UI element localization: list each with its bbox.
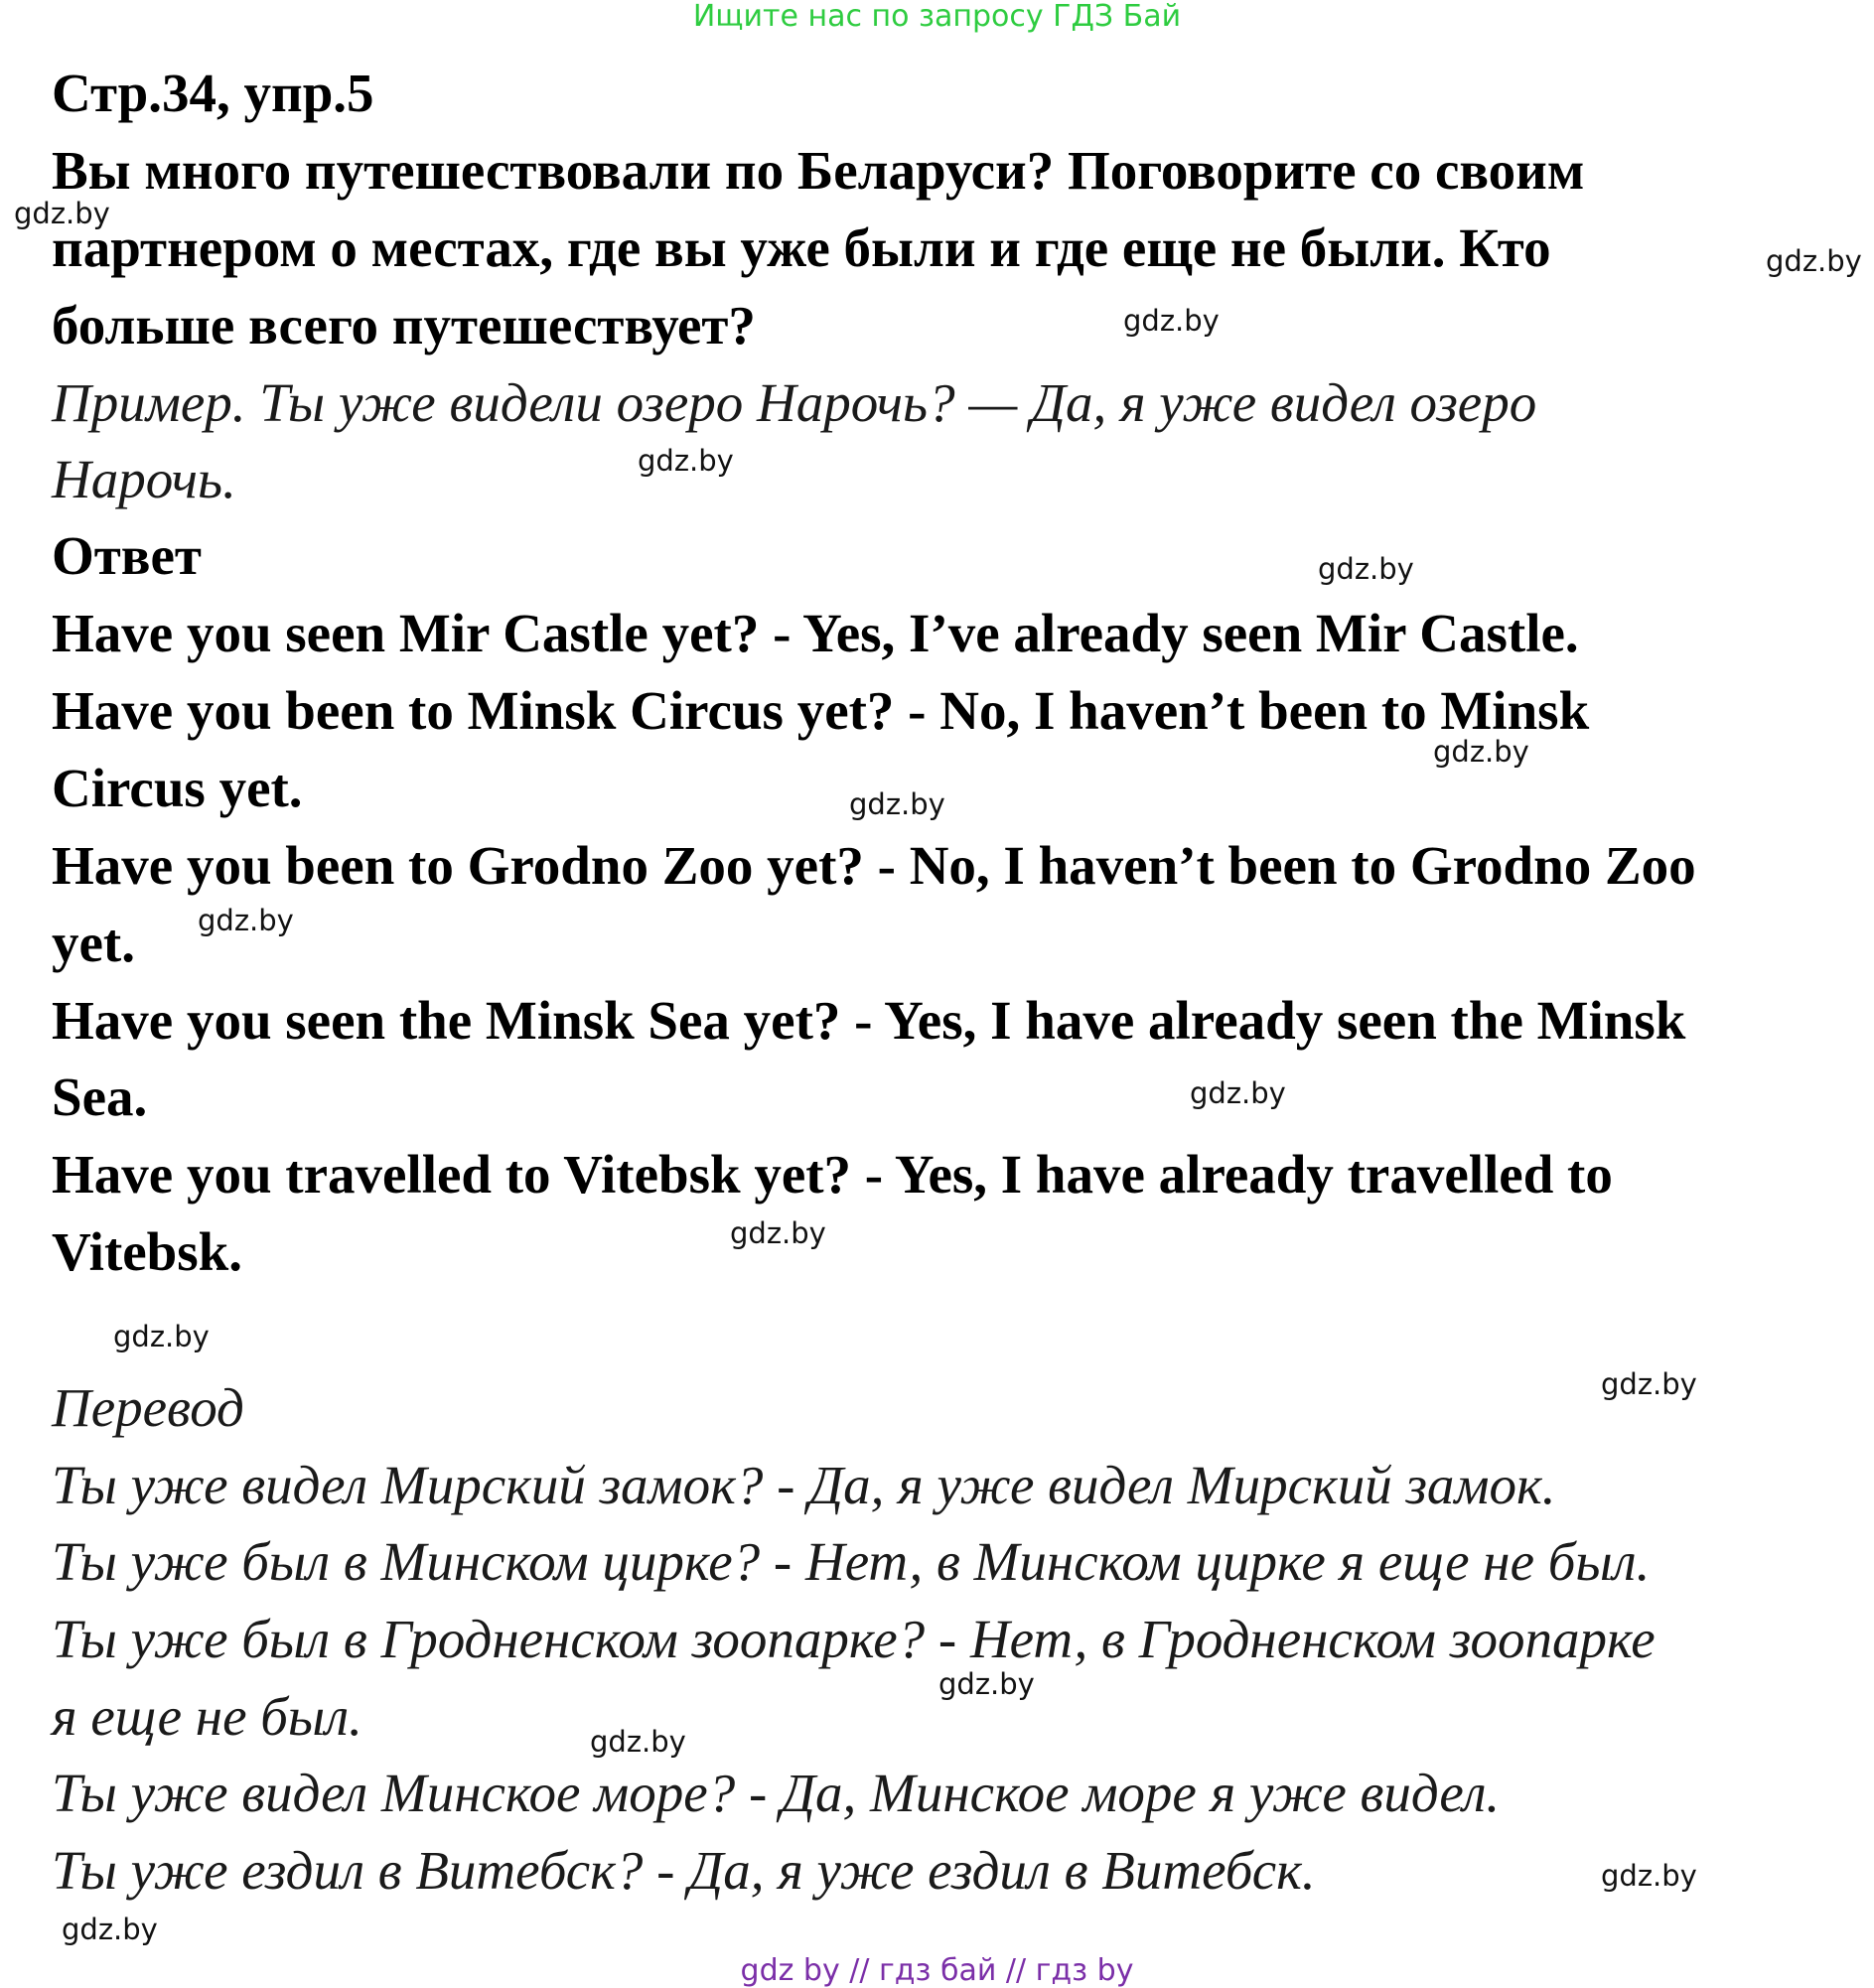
answer-line-8: Have you travelled to Vitebsk yet? - Yes, I have already travelled to — [52, 1144, 1613, 1205]
bottom-banner: gdz by // гдз бай // гдз by — [740, 1953, 1134, 1988]
translation-line-1: Ты уже видел Мирский замок? - Да, я уже видел Мирский замок. — [52, 1455, 1556, 1515]
translation-line-3: Ты уже был в Гродненском зоопарке? - Нет, в Гродненском зоопарке — [52, 1609, 1656, 1669]
watermark: gdz.by — [638, 444, 734, 478]
watermark: gdz.by — [849, 787, 945, 821]
watermark: gdz.by — [730, 1216, 826, 1250]
watermark: gdz.by — [1190, 1076, 1286, 1110]
watermark: gdz.by — [1318, 552, 1414, 586]
watermark: gdz.by — [1123, 304, 1220, 338]
translation-heading: Перевод — [52, 1377, 244, 1438]
watermark: gdz.by — [1601, 1859, 1697, 1893]
translation-line-6: Ты уже ездил в Витебск? - Да, я уже ездил в Витебск. — [52, 1840, 1316, 1901]
answer-line-7: Sea. — [52, 1066, 148, 1127]
watermark: gdz.by — [14, 197, 110, 230]
example-line-2: Нарочь. — [52, 449, 236, 509]
answer-line-6: Have you seen the Minsk Sea yet? - Yes, I have already seen the Minsk — [52, 990, 1686, 1051]
task-line-3: больше всего путешествует? — [52, 295, 756, 355]
answer-line-2: Have you been to Minsk Circus yet? - No, I haven’t been to Minsk — [52, 680, 1590, 741]
answer-line-5: yet. — [52, 913, 135, 973]
translation-line-2: Ты уже был в Минском цирке? - Нет, в Минском цирке я еще не был. — [52, 1531, 1651, 1592]
answer-line-1: Have you seen Mir Castle yet? - Yes, I’ve already seen Mir Castle. — [52, 603, 1579, 663]
answer-line-3: Circus yet. — [52, 758, 303, 818]
translation-line-4: я еще не был. — [52, 1686, 362, 1747]
answer-heading: Ответ — [52, 525, 202, 586]
watermark: gdz.by — [62, 1913, 158, 1946]
watermark: gdz.by — [113, 1320, 210, 1353]
answer-line-4: Have you been to Grodno Zoo yet? - No, I haven’t been to Grodno Zoo — [52, 835, 1696, 896]
translation-line-5: Ты уже видел Минское море? - Да, Минское море я уже видел. — [52, 1763, 1501, 1823]
example-line-1: Пример. Ты уже видели озеро Нарочь? — Да, я уже видел озеро — [52, 372, 1537, 433]
task-line-2: партнером о местах, где вы уже были и где еще не были. Кто — [52, 217, 1551, 278]
watermark: gdz.by — [1766, 244, 1862, 278]
watermark: gdz.by — [1433, 735, 1529, 769]
exercise-title: Стр.34, упр.5 — [52, 63, 374, 123]
watermark: gdz.by — [590, 1725, 686, 1759]
top-banner: Ищите нас по запросу ГДЗ Бай — [692, 0, 1182, 34]
watermark: gdz.by — [938, 1667, 1035, 1701]
answer-line-9: Vitebsk. — [52, 1221, 243, 1282]
watermark: gdz.by — [1601, 1367, 1697, 1401]
watermark: gdz.by — [198, 904, 294, 937]
task-line-1: Вы много путешествовали по Беларуси? Поговорите со своим — [52, 140, 1585, 201]
